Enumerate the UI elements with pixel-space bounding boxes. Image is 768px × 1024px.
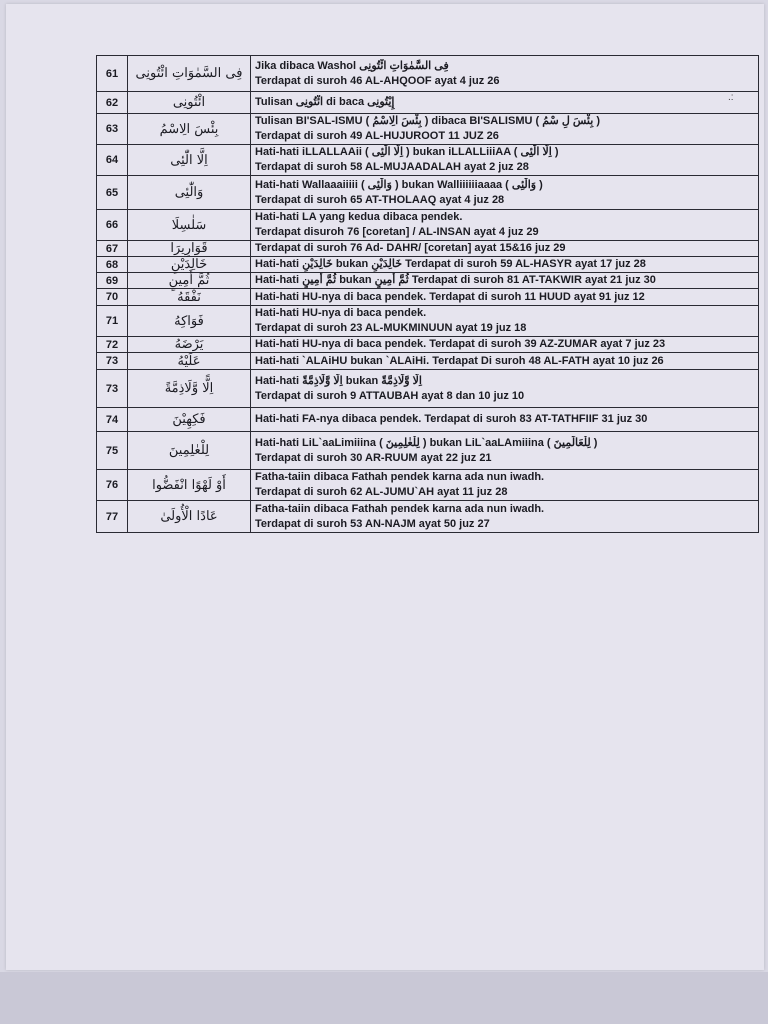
table-row [97, 176, 759, 210]
description-line: Terdapat di suroh 9 ATTAUBAH ayat 8 dan 10 juz 10 [255, 389, 525, 402]
arabic-word: يَرْضَهُ [128, 337, 251, 353]
arabic-word: قَوَارِيرَا [128, 241, 251, 257]
description-line: Terdapat di suroh 76 Ad- DAHR/ [coretan] ayat 15&16 juz 29 [255, 242, 566, 254]
description-line: Terdapat di suroh 53 AN-NAJM ayat 50 juz 27 [255, 517, 490, 530]
row-number: 66 [97, 210, 128, 241]
description-line: Hati-hati Wallaaaiiiii ( وَالّٰئِى ) bukan Walliiiiiiaaaa ( وَالّٰئِى ) [255, 178, 543, 191]
table-row [97, 241, 759, 257]
table-row [97, 145, 759, 176]
description-cell [251, 353, 759, 370]
description-cell [251, 257, 759, 273]
row-number: 68 [97, 257, 128, 273]
description-line: Tulisan ائْتُونِى di baca إِيْتُونِى [255, 96, 395, 108]
arabic-word: أَوْ لَهْوًا انْفَضُّوا [128, 470, 251, 501]
row-number: 70 [97, 289, 128, 306]
table-row [97, 432, 759, 470]
row-number: 72 [97, 337, 128, 353]
description-line: Hati-hati `ALAiHU bukan `ALAiHi. Terdapat Di suroh 48 AL-FATH ayat 10 juz 26 [255, 354, 664, 367]
row-number: 63 [97, 114, 128, 145]
arabic-word: فَوَاكِهُ [128, 306, 251, 337]
arabic-word: اِلًّا وَّلَاذِمَّةً [128, 370, 251, 408]
table-row [97, 289, 759, 306]
description-cell [251, 114, 759, 145]
arabic-word: ثُمَّ أَمِينٍ [128, 273, 251, 289]
table-row [97, 337, 759, 353]
row-number: 76 [97, 470, 128, 501]
description-line: Hati-hati LiL`aaLimiiina ( لِلْعٰلِمِينَ ) bukan LiL`aaLAmiiina ( لِلْعَالَمِينَ ) [255, 436, 598, 449]
description-cell [251, 470, 759, 501]
row-number: 73 [97, 370, 128, 408]
table-row [97, 273, 759, 289]
description-cell [251, 306, 759, 337]
description-cell [251, 210, 759, 241]
arabic-word: بِئْسَ الِاسْمُ [128, 114, 251, 145]
description-cell [251, 145, 759, 176]
description-cell [251, 241, 759, 257]
row-number: 65 [97, 176, 128, 210]
stray-marks: .: [728, 92, 734, 103]
description-line: Hati-hati اِلًّا وَّلَاذِمَّةً bukan اِلًّا وَّلَاذِمَّةً [255, 374, 422, 387]
description-cell [251, 337, 759, 353]
description-cell [251, 501, 759, 533]
arabic-word: نَفْقَهُ [128, 289, 251, 306]
row-number: 64 [97, 145, 128, 176]
description-line: Jika dibaca Washol فِى السَّمٰوَاتِ ائْتُونِى [255, 59, 449, 72]
description-line: Terdapat di suroh 46 AL-AHQOOF ayat 4 juz 26 [255, 74, 500, 87]
arabic-word: اِلَّا الّٰئِى [128, 145, 251, 176]
row-number: 74 [97, 408, 128, 432]
scan-background [0, 972, 768, 1024]
description-cell [251, 176, 759, 210]
description-line: Hati-hati HU-nya di baca pendek. [255, 307, 427, 319]
arabic-word: فِى السَّمٰوَاتِ ائْتُونِى [128, 56, 251, 92]
row-number: 69 [97, 273, 128, 289]
description-cell [251, 273, 759, 289]
description-cell [251, 56, 759, 92]
arabic-word: وَالّٰئِى [128, 176, 251, 210]
description-line: Terdapat disuroh 76 [coretan] / AL-INSAN ayat 4 juz 29 [255, 226, 539, 238]
description-line: Hati-hati HU-nya di baca pendek. Terdapat di suroh 39 AZ-ZUMAR ayat 7 juz 23 [255, 338, 666, 350]
description-line: Hati-hati ثُمَّ أَمِينٍ bukan ثُمَّ أَمِينٍ Terdapat di suroh 81 AT-TAKWIR ayat 21 juz 30 [255, 274, 656, 286]
table-row [97, 470, 759, 501]
table-row [97, 92, 759, 114]
description-line: Terdapat di suroh 65 AT-THOLAAQ ayat 4 juz 28 [255, 193, 505, 206]
description-line: Fatha-taiin dibaca Fathah pendek karna ada nun iwadh. [255, 471, 545, 483]
table-row [97, 114, 759, 145]
description-line: Tulisan BI'SAL-ISMU ( بِئْسَ الِاسْمُ ) dibaca BI'SALISMU ( بِئْسَ لِ سْمُ ) [255, 115, 600, 127]
description-line: Hati-hati FA-nya dibaca pendek. Terdapat di suroh 83 AT-TATHFIIF 31 juz 30 [255, 413, 648, 425]
arabic-word: عَلَيْهُ [128, 353, 251, 370]
row-number: 71 [97, 306, 128, 337]
description-line: Hati-hati HU-nya di baca pendek. Terdapat di suroh 11 HUUD ayat 91 juz 12 [255, 290, 645, 303]
table-row [97, 501, 759, 533]
row-number: 73 [97, 353, 128, 370]
arabic-word: عَادًا الْأُولَىٰ [128, 501, 251, 533]
description-line: Hati-hati خَالِدَيْنِ bukan خَالِدَيْنِ Terdapat di suroh 59 AL-HASYR ayat 17 juz 28 [255, 258, 646, 270]
description-line: Terdapat di suroh 23 AL-MUKMINUUN ayat 19 juz 18 [255, 322, 527, 334]
table-row [97, 257, 759, 273]
arabic-word: ائْتُونِى [128, 92, 251, 114]
description-cell [251, 432, 759, 470]
arabic-word: فَكِهِيْنَ [128, 408, 251, 432]
description-cell [251, 370, 759, 408]
arabic-word: سَلٰسِلَا [128, 210, 251, 241]
table-row [97, 370, 759, 408]
tajwid-notes-table [96, 55, 759, 533]
table-row [97, 210, 759, 241]
description-cell [251, 408, 759, 432]
description-line: Fatha-taiin dibaca Fathah pendek karna ada nun iwadh. [255, 502, 545, 515]
description-line: Terdapat di suroh 58 AL-MUJAADALAH ayat 2 juz 28 [255, 161, 529, 173]
description-line: Hati-hati iLLALLAAii ( اِلَّا الّٰئِى ) bukan iLLALLiiiAA ( اِلَّا الّٰئِى ) [255, 146, 559, 158]
description-line: Hati-hati LA yang kedua dibaca pendek. [255, 211, 463, 223]
row-number: 62 [97, 92, 128, 114]
description-line: Terdapat di suroh 30 AR-RUUM ayat 22 juz 21 [255, 451, 492, 464]
row-number: 75 [97, 432, 128, 470]
row-number: 67 [97, 241, 128, 257]
table-row [97, 353, 759, 370]
table-row [97, 56, 759, 92]
description-line: Terdapat di suroh 62 AL-JUMU`AH ayat 11 juz 28 [255, 486, 508, 498]
arabic-word: لِلْعٰلِمِينَ [128, 432, 251, 470]
row-number: 61 [97, 56, 128, 92]
table-row [97, 408, 759, 432]
description-line: Terdapat di suroh 49 AL-HUJUROOT 11 JUZ 26 [255, 130, 499, 142]
arabic-word: خَالِدَيْنِ [128, 257, 251, 273]
row-number: 77 [97, 501, 128, 533]
table-row [97, 306, 759, 337]
description-cell [251, 92, 759, 114]
description-cell [251, 289, 759, 306]
